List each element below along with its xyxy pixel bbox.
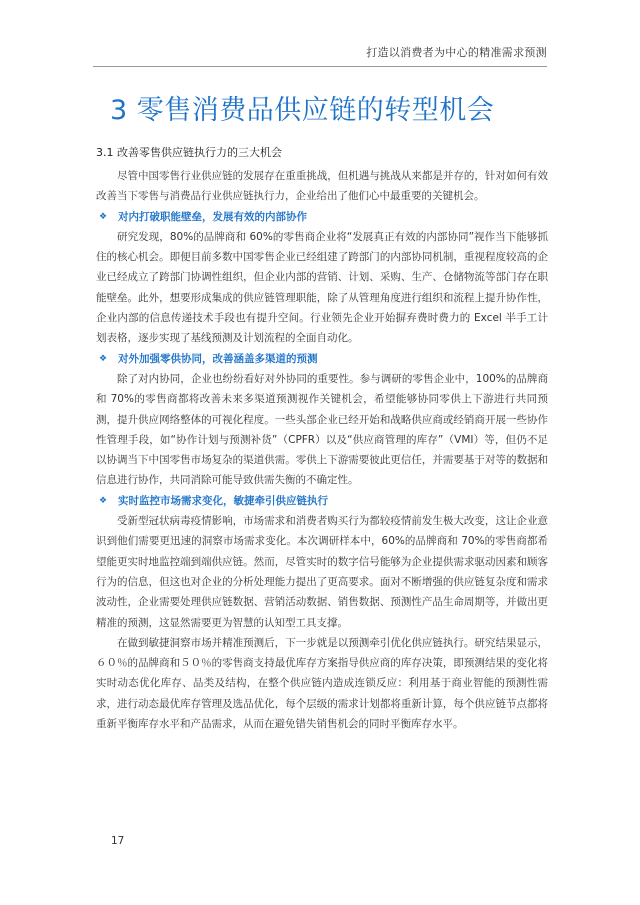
point-3-heading bbox=[96, 491, 548, 511]
running-header bbox=[0, 0, 640, 64]
body-text bbox=[96, 166, 548, 734]
closing-paragraph: 在做到敏捷洞察市场并精准预测后，下一步就是以预测牵引优化供应链执行。研究结果显示，６０％的品牌商和５０％的零售商支持最优库存方案指导供应商的库存决策，即预测结果的变化将实时动态优化库存、品类及结构，在整个供应链内造成连锁反应：利用基于商业智能的预测性需求，进行动态最优库存管理及选品优化，每个层级的需求计划都将重新计算，每个供应链节点都将重新平衡库存水平和产品需求，从而在避免错失销售机会的同时平衡库存水平。 bbox=[96, 636, 548, 731]
point-2-heading bbox=[96, 349, 548, 369]
diamond-bullet-icon: ❖ bbox=[98, 495, 108, 506]
point-3-paragraph: 受新型冠状病毒疫情影响，市场需求和消费者购买行为都较疫情前发生极大改变，这让企业意识到他们需要更迅速的洞察市场需求变化。本次调研样本中，60%的品牌商和 70%的零售商都希望能更实时地监控端到端供应链。然而，尽管实时的数字信号能够为企业提供需求驱动因素和顾客行为的信息，但这也对企业的分析处理能力提出了更高要求。面对不断增强的供应链复杂度和需求波动性，企业需要处理供应链数据、营销活动数据、销售数据、预测性产品生命周期等，并做出更精准的预测，这显然需要更为智慧的认知型工具支撑。 bbox=[96, 515, 548, 629]
section-title: 3.1 改善零售供应链执行力的三大机会 bbox=[96, 146, 282, 159]
point-1-heading-text: 对内打破职能壁垒，发展有效的内部协作 bbox=[118, 210, 307, 223]
point-2-heading-text: 对外加强零供协同，改善涵盖多渠道的预测 bbox=[118, 352, 318, 365]
running-title: 打造以消费者为中心的精准需求预测 bbox=[366, 46, 547, 59]
diamond-bullet-icon: ❖ bbox=[98, 211, 108, 222]
point-1-heading bbox=[96, 207, 548, 227]
diamond-bullet-icon: ❖ bbox=[98, 353, 108, 364]
header-rule bbox=[93, 66, 547, 67]
point-2-paragraph: 除了对内协同，企业也纷纷看好对外协同的重要性。参与调研的零售企业中，100%的品牌商和 70%的零售商都将改善未来多渠道预测视作关键机会，希望能够协同零供上下游进行共同预测，提升供应网络整体的可视化程度。一些头部企业已经开始和战略供应商或经销商开展一些协作性管理手段，如“协作计划与预测补货”（CPFR）以及“供应商管理的库存”（VMI）等，但仍不足以协调当下中国零售市场复杂的渠道供需。零供上下游需要彼此更信任，并需要基于对等的数据和信息进行协作，共同消除可能导致供需失衡的不确定性。 bbox=[96, 372, 548, 487]
chapter-title: 3 零售消费品供应链的转型机会 bbox=[110, 95, 495, 126]
page-number: 17 bbox=[111, 835, 125, 847]
point-1-paragraph: 研究发现，80%的品牌商和 60%的零售商企业将“发展真正有效的内部协同”视作当下能够抓住的核心机会。即便目前多数中国零售企业已经组建了跨部门的内部协同机制，重视程度较高的企业已经成立了跨部门协调性组织，但企业内部的营销、计划、采购、生产、仓储物流等部门存在职能壁垒。此外，想要形成集成的供应链管理职能，除了从管理角度进行组织和流程上提升协作性，企业内部的信息传递技术手段也有提升空间。行业领先企业开始摒弃费时费力的 Excel 半手工计划表格，逐步实现了基线预测及计划流程的全面自动化。 bbox=[96, 230, 548, 345]
point-3-heading-text: 实时监控市场需求变化，敏捷牵引供应链执行 bbox=[118, 494, 328, 507]
intro-paragraph: 尽管中国零售行业供应链的发展存在重重挑战，但机遇与挑战从来都是并存的，针对如何有效改善当下零售与消费品行业供应链执行力，企业给出了他们心中最重要的关键机会。 bbox=[96, 170, 548, 203]
